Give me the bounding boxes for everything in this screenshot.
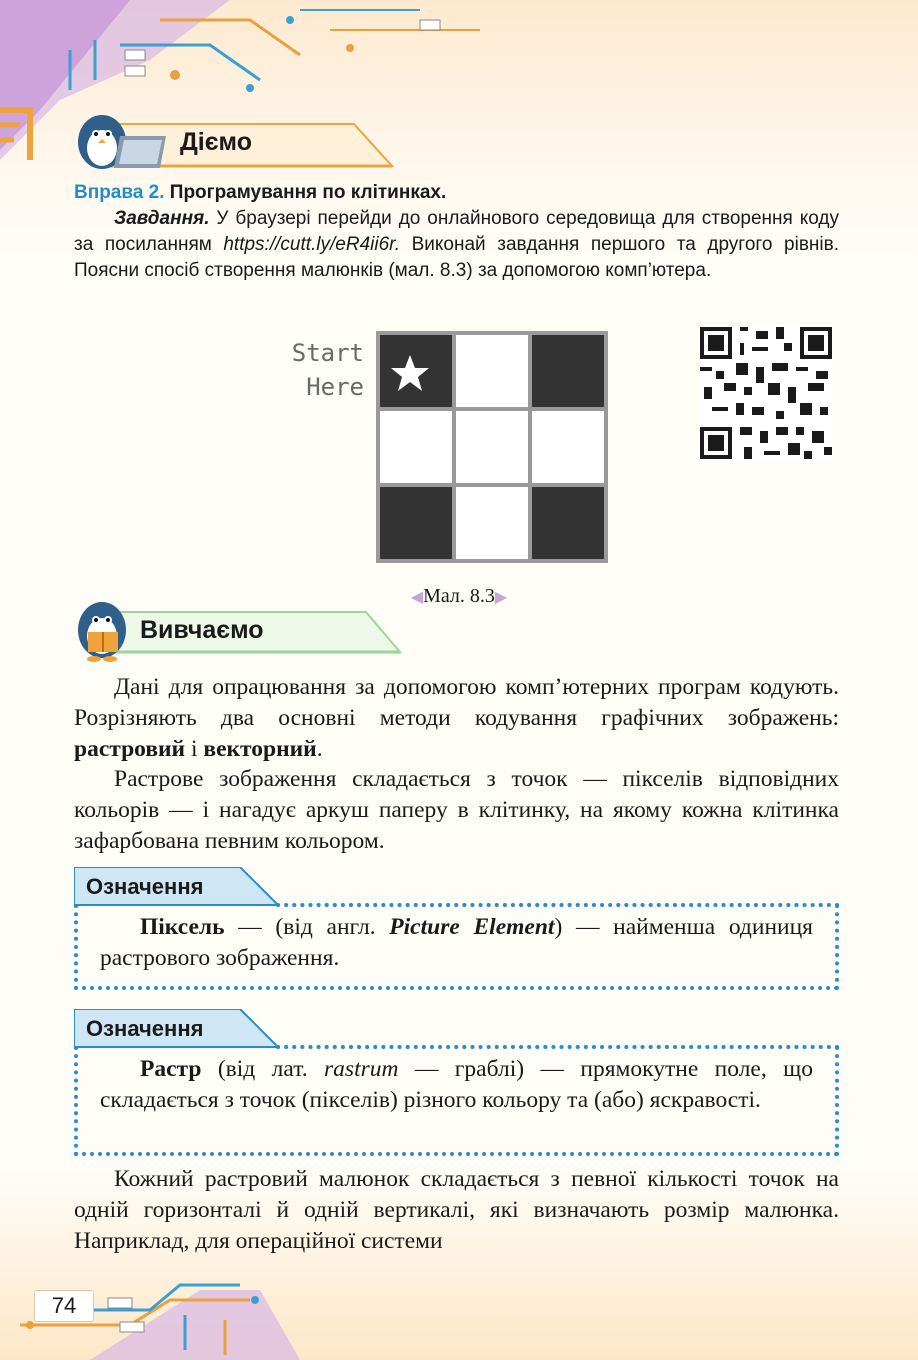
star-icon	[380, 335, 452, 407]
exercise-title	[74, 180, 839, 206]
penguin-laptop-icon	[74, 112, 170, 172]
task-text-2: Виконай завдання першого та другого рівнів. Поясни спосіб створення малюнків (мал. 8.3) за допомогою комп’ютера.	[74, 234, 839, 281]
definition-2-text-b: — граблі) — прямокутне поле, що складається з точок (пікселів) різного кольору та (або) яскравості.	[100, 1056, 813, 1113]
definition-tab-label: Означення	[86, 1016, 204, 1041]
page-number: 74	[34, 1290, 94, 1322]
definition-2-text	[78, 1054, 835, 1116]
definition-2-text-a: (від лат.	[201, 1056, 325, 1082]
paragraph-1	[74, 672, 839, 765]
definition-1-english: Picture Element	[389, 914, 555, 940]
exercise-label: Вправа 2.	[74, 182, 165, 203]
definition-1-text-b: ) — найменша одиниця растрового зображення.	[100, 914, 813, 971]
paragraph-3: Кожний растровий малюнок складається з певної кількості точок на одній горизонталі й одній вертикалі, які визначають розмір малюнка. Наприклад, для операційної системи	[74, 1166, 839, 1254]
grid-cell	[380, 487, 452, 559]
grid-cell	[456, 411, 528, 483]
exercise-name: Програмування по клітинках.	[169, 182, 447, 203]
grid-cell	[380, 411, 452, 483]
definition-tab-label: Означення	[86, 874, 204, 899]
definition-tab-2	[74, 1010, 274, 1046]
definition-1-term: Піксель	[140, 914, 225, 940]
section-heading-learn	[74, 598, 334, 664]
definition-2-latin: rastrum	[324, 1056, 399, 1082]
grid-cell	[532, 335, 604, 407]
paragraph-2: Растрове зображення складається з точок — пікселів відповідних кольорів — і нагадує аркуш паперу в клітинку, на якому кожна клітинка зафарбована певним кольором.	[74, 766, 839, 854]
pixel-grid	[376, 331, 608, 563]
qr-code[interactable]	[700, 327, 832, 459]
definition-box-1	[74, 904, 839, 990]
grid-cell	[380, 335, 452, 407]
p1-text-c: і	[185, 736, 204, 762]
task-label: Завдання.	[114, 208, 210, 229]
p1-term-vector: векторний	[203, 736, 317, 762]
definition-2-term: Растр	[140, 1056, 202, 1082]
caption-right-triangle-icon: ▶	[494, 589, 508, 606]
penguin-book-icon	[74, 598, 134, 664]
section-title-learn: Вивчаємо	[140, 616, 264, 644]
grid-cell	[456, 487, 528, 559]
task-url[interactable]: https://cutt.ly/eR4ii6r.	[223, 234, 401, 255]
dotted-top-border	[74, 902, 839, 908]
caption-left-triangle-icon: ◀	[410, 589, 424, 606]
start-line-2: Here	[306, 373, 364, 401]
start-line-1: Start	[291, 339, 364, 367]
dotted-top-border	[74, 1044, 839, 1050]
caption-text: Мал. 8.3	[423, 585, 495, 607]
definition-1-text-a: — (від англ.	[224, 914, 390, 940]
section-title-do: Діємо	[180, 128, 252, 156]
p1-text-d: .	[316, 736, 323, 762]
section-heading-do	[74, 112, 324, 172]
definition-1-text	[78, 912, 835, 974]
p1-text-a: Дані для опрацювання за допомогою комп’ютерних програм кодують. Розрізняють два основні методи кодування графічних зображень:	[74, 674, 839, 731]
definition-box-2	[74, 1046, 839, 1156]
p1-term-raster: растровий	[74, 736, 186, 762]
grid-cell	[532, 487, 604, 559]
grid-cell	[532, 411, 604, 483]
exercise-task	[74, 206, 839, 284]
task-text-1: У браузері перейди до онлайнового середовища для створення коду за посиланням	[74, 208, 839, 255]
grid-cell	[456, 335, 528, 407]
exercise-block	[74, 180, 839, 284]
definition-tab-1	[74, 868, 274, 904]
start-here-label	[260, 336, 364, 404]
